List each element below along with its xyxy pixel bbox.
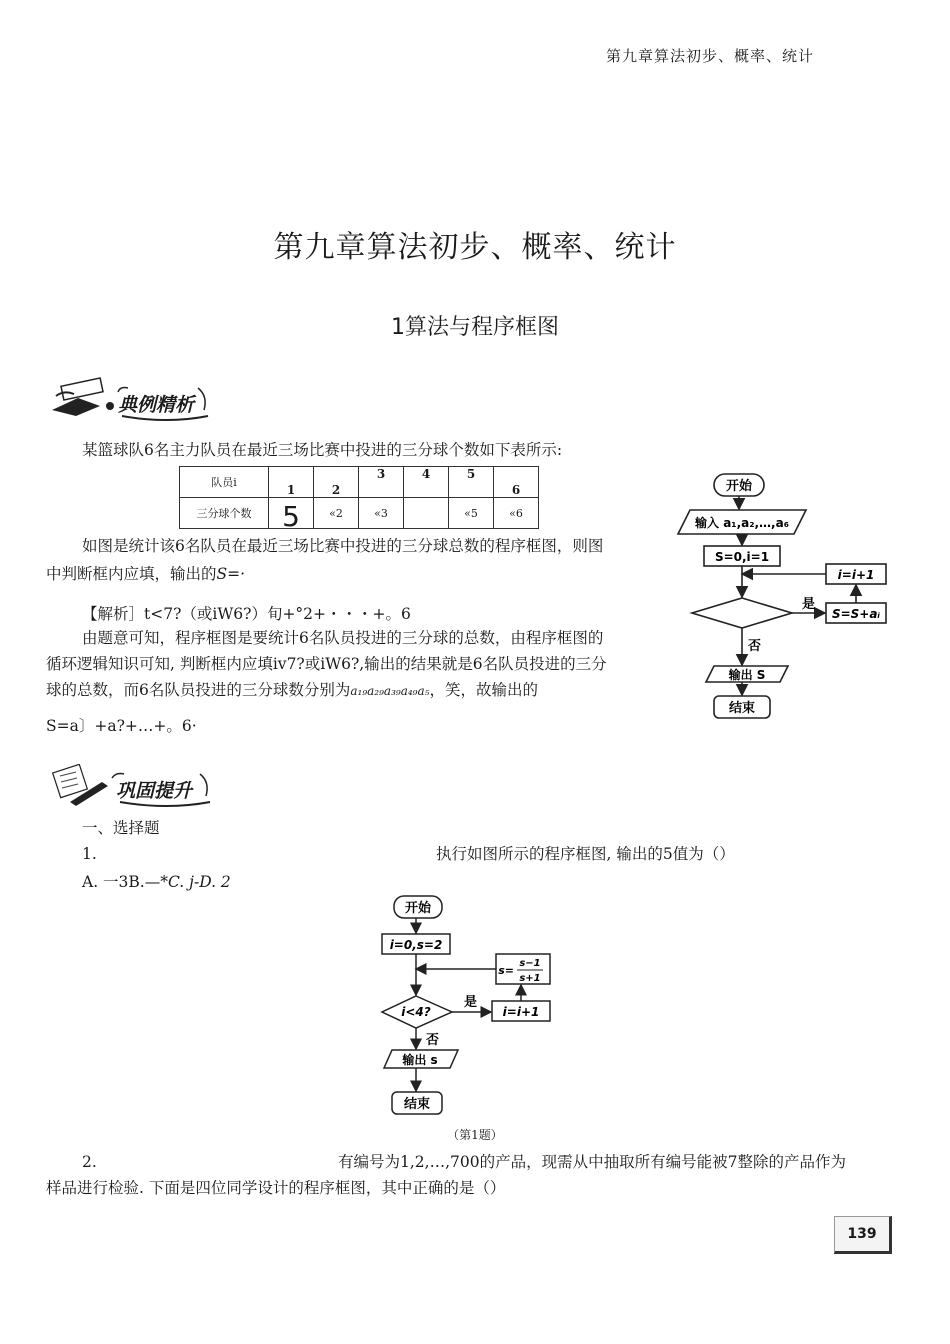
table-cell — [404, 498, 449, 529]
scores-table — [179, 466, 539, 529]
flow-init-label: S=0,i=1 — [714, 550, 770, 564]
table-cell: «3 — [359, 498, 404, 529]
running-header: 第九章算法初步、概率、统计 — [605, 47, 814, 65]
table-row-label: 三分球个数 — [180, 498, 269, 529]
table-row — [180, 467, 539, 498]
table-cell: «5 — [449, 498, 494, 529]
table-cell: 1 — [269, 467, 314, 498]
q1-number: 1. — [82, 845, 97, 863]
section-badge-label: 巩固提升 — [116, 780, 193, 802]
flow2-update-den: s+1 — [519, 973, 541, 984]
example-answer: 【解析］t<7?（或iW6?）旬+°2+・・・+。6 — [82, 605, 411, 623]
flow2-no-label: 否 — [426, 1033, 440, 1048]
chapter-title: 第九章算法初步、概率、统计 — [273, 230, 677, 265]
flow2-condition-label: i<4? — [401, 1005, 431, 1019]
table-cell: 5 — [269, 498, 314, 529]
flow-increment-label: i=i+1 — [837, 568, 875, 582]
table-cell: «2 — [314, 498, 359, 529]
table-cell: 5 — [449, 467, 494, 498]
example-question-line1: 如图是统计该6名队员在最近三场比赛中投进的三分球总数的程序框图，则图 — [82, 537, 604, 555]
explanation-text: 球的总数，而6名队员投进的三分球数分别为 — [46, 681, 351, 699]
flow2-start-label: 开始 — [404, 901, 432, 916]
flow2-yes-label: 是 — [464, 995, 478, 1010]
q1-options-cd: C. j-D. 2 — [167, 873, 231, 891]
flow2-update-lhs: s= — [498, 964, 514, 977]
flow-accumulate-label: S=S+aᵢ — [831, 607, 881, 621]
flow-output-label: 输出 S — [728, 668, 766, 682]
flow-condition — [692, 598, 792, 628]
q2-text-line2: 样品进行检验. 下面是四位同学设计的程序框图，其中正确的是（） — [46, 1179, 506, 1197]
flow2-init-label: i=0,s=2 — [389, 938, 443, 952]
q1-options — [82, 868, 231, 896]
question-text: 中判断框内应填，输出的 — [46, 565, 217, 583]
flow-yes-label: 是 — [802, 597, 816, 612]
q1-options-ab: A. 一3B.—* — [82, 873, 168, 891]
flow2-update-num: s−1 — [519, 958, 541, 969]
explanation-line2: 循环逻辑知识可知, 判断框内应填iv7?或iW6?,输出的结果就是6名队员投进的三分 — [46, 655, 607, 673]
example-intro: 某篮球队6名主力队员在最近三场比赛中投进的三分球个数如下表所示: — [82, 441, 563, 459]
explanation-sequence: a₁₉a₂₉a₃₉a₄₉a₅ — [350, 684, 430, 698]
table-cell: «6 — [494, 498, 539, 529]
figure-caption: （第1题） — [447, 1128, 503, 1142]
table-header-label: 队员i — [180, 467, 269, 498]
flow-end-label: 结束 — [728, 701, 756, 716]
page-number: 139 — [834, 1216, 892, 1254]
q1-text: 执行如图所示的程序框图, 输出的5值为（） — [436, 845, 735, 863]
table-cell: 4 — [404, 467, 449, 498]
section-badge-label: 典例精析 — [118, 394, 195, 416]
table-row — [180, 498, 539, 529]
table-cell: 2 — [314, 467, 359, 498]
section-title: 1算法与程序框图 — [391, 315, 559, 340]
exercise-heading: 一、选择题 — [82, 819, 160, 837]
flow-input-label: 输入 a₁,a₂,…,a₆ — [695, 516, 789, 530]
flow-start-label: 开始 — [725, 479, 753, 494]
explanation-line3 — [46, 676, 538, 705]
table-cell: 6 — [494, 467, 539, 498]
explanation-line1: 由题意可知，程序框图是要统计6名队员投进的三分球的总数，由程序框图的 — [82, 629, 604, 647]
flow2-output-label: 输出 s — [402, 1053, 438, 1067]
flowchart-example — [676, 468, 896, 724]
question-output: S=· — [216, 565, 246, 583]
flow2-end-label: 结束 — [403, 1097, 431, 1112]
flow-no-label: 否 — [748, 639, 762, 654]
flow2-increment-label: i=i+1 — [502, 1005, 540, 1019]
table-cell: 3 — [359, 467, 404, 498]
q2-number: 2. — [82, 1153, 97, 1171]
q2-text: 有编号为1,2,…,700的产品，现需从中抽取所有编号能被7整除的产品作为 — [338, 1153, 846, 1171]
example-question-line2 — [46, 560, 245, 588]
flowchart-q1 — [376, 892, 566, 1118]
explanation-text: ，笑，故输出的 — [429, 681, 538, 699]
section-badge-practice — [50, 764, 220, 814]
explanation-line4: S=a〕+a?+…+。6· — [46, 717, 197, 735]
section-badge-example — [48, 376, 218, 428]
